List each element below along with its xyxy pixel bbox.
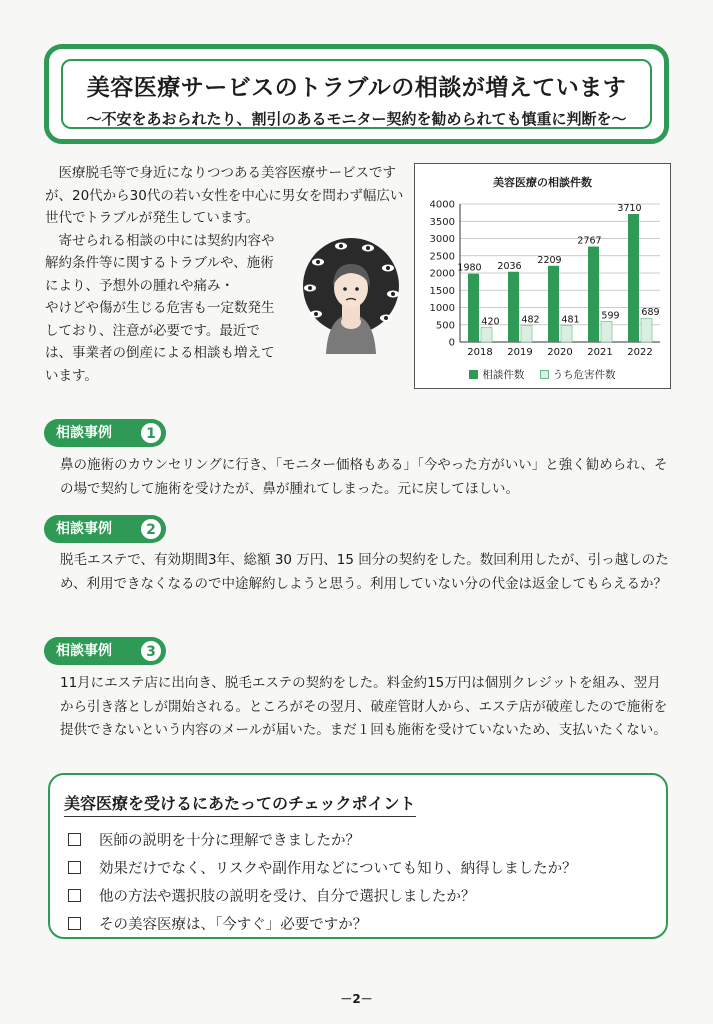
consultation-chart [414,163,671,389]
checkbox-icon [68,861,81,874]
page-title: 美容医療サービスのトラブルの相談が増えています [86,75,627,101]
chart-legend [415,367,670,382]
x-tick-label: 2020 [547,347,573,358]
y-tick-label: 1000 [429,303,455,314]
case-label-1: 相談事例 [56,425,112,441]
checkbox-icon [68,833,81,846]
bar-harm [641,318,652,342]
bar-harm [521,325,532,342]
y-tick-label: 500 [435,320,455,332]
data-label-consultations: 2209 [537,254,562,266]
y-tick-label: 3000 [429,234,455,245]
checklist-item-text: その美容医療は、「今すぐ」必要ですか？ [99,917,368,933]
legend-swatch-harm [540,370,549,379]
y-tick-label: 3500 [429,216,455,228]
case-number-3: 3 [140,640,162,662]
bar-consultations [468,274,479,342]
x-tick-label: 2019 [507,347,533,358]
title-banner [44,44,669,144]
case-number-1: 1 [140,422,162,444]
checkbox-icon [68,917,81,930]
x-tick-label: 2018 [467,347,493,358]
intro-paragraph-2b: やけどや傷が生じる危害も一定数発生しており、注意が必要です。最近では、事業者の倒産による相談も増えています。 [45,300,275,384]
data-label-harm: 689 [641,307,660,319]
data-label-harm: 482 [521,314,540,326]
case-text-1: 鼻の施術のカウンセリングに行き、「モニター価格もある」「今やった方がいい」と強く勧められ、その場で契約して施術を受けたが、鼻が腫れてしまった。元に戻してほしい。 [60,457,668,497]
worried-woman-illustration [296,236,406,356]
chart-title: 美容医療の相談件数 [493,176,592,189]
y-tick-label: 2500 [429,251,455,263]
case-label-2: 相談事例 [56,521,112,537]
legend-swatch-consultations [469,370,478,379]
y-tick-label: 4000 [429,199,455,211]
y-tick-label: 1500 [429,285,455,297]
checklist-items [68,827,577,939]
checklist-item [68,855,577,883]
bar-chart-plot [415,164,672,390]
legend-item-harm [540,369,616,381]
x-tick-label: 2021 [587,347,613,358]
checklist-box [48,773,668,939]
data-label-consultations: 2767 [577,235,602,247]
bar-consultations [628,214,639,342]
checkbox-icon [68,889,81,902]
checklist-item [68,827,577,855]
case-text-2: 脱毛エステで、有効期間3年、総額 30 万円、15 回分の契約をした。数回利用したが、引っ越しのため、利用できなくなるので中途解約しようと思う。利用していない分の代金は返金してもらえるか？ [60,552,669,592]
legend-label-consultations: 相談件数 [482,369,525,381]
case-tag-1 [44,419,166,447]
x-tick-label: 2022 [627,347,653,358]
data-label-consultations: 3710 [617,203,642,215]
case-text-3: 11月にエステ店に出向き、脱毛エステの契約をした。料金約15万円は個別クレジットを組み、翌月から引き落としが開始される。ところがその翌月、破産管財人から、エステ店が破産したので施術を提供できないという内容のメールが届いた。まだ１回も施術を受けていないため、支払いたくない。 [60,675,668,738]
intro-paragraph-2a: 寄せられる相談の中には契約内容や解約条件等に関するトラブルや、施術により、予想外の腫れや痛み・ [45,232,275,294]
y-tick-label: 2000 [429,268,455,280]
case-label-3: 相談事例 [56,643,112,659]
page-number: －2－ [340,992,373,1006]
data-label-harm: 481 [561,314,580,326]
y-tick-label: 0 [448,337,455,349]
page-subtitle: ～不安をあおられたり、割引のあるモニター契約を勧められても慎重に判断を～ [86,110,627,128]
bar-harm [601,321,612,342]
legend-label-harm: うち危害件数 [552,369,616,381]
case-tag-3 [44,637,166,665]
case-number-2: 2 [140,518,162,540]
data-label-consultations: 1980 [457,262,482,274]
case-tag-2 [44,515,166,543]
checklist-item [68,883,577,911]
checklist-item-text: 医師の説明を十分に理解できましたか？ [99,833,360,849]
data-label-harm: 420 [481,316,500,328]
bar-consultations [548,266,559,342]
bar-harm [561,325,572,342]
bar-harm [481,328,492,342]
checklist-title: 美容医療を受けるにあたってのチェックポイント [64,791,416,817]
title-inner-frame [61,59,652,129]
checklist-item-text: 効果だけでなく、リスクや副作用などについても知り、納得しましたか？ [99,861,577,877]
data-label-harm: 599 [601,310,620,322]
intro-paragraph-1: 医療脱毛等で身近になりつつある美容医療サービスですが、20代から30代の若い女性を中心に男女を問わず幅広い世代でトラブルが発生しています。 [45,165,404,226]
data-label-consultations: 2036 [497,260,522,272]
checklist-item [68,911,577,939]
bar-consultations [588,247,599,342]
legend-item-consultations [469,369,524,381]
bar-consultations [508,272,519,342]
checklist-item-text: 他の方法や選択肢の説明を受け、自分で選択しましたか？ [99,889,476,905]
